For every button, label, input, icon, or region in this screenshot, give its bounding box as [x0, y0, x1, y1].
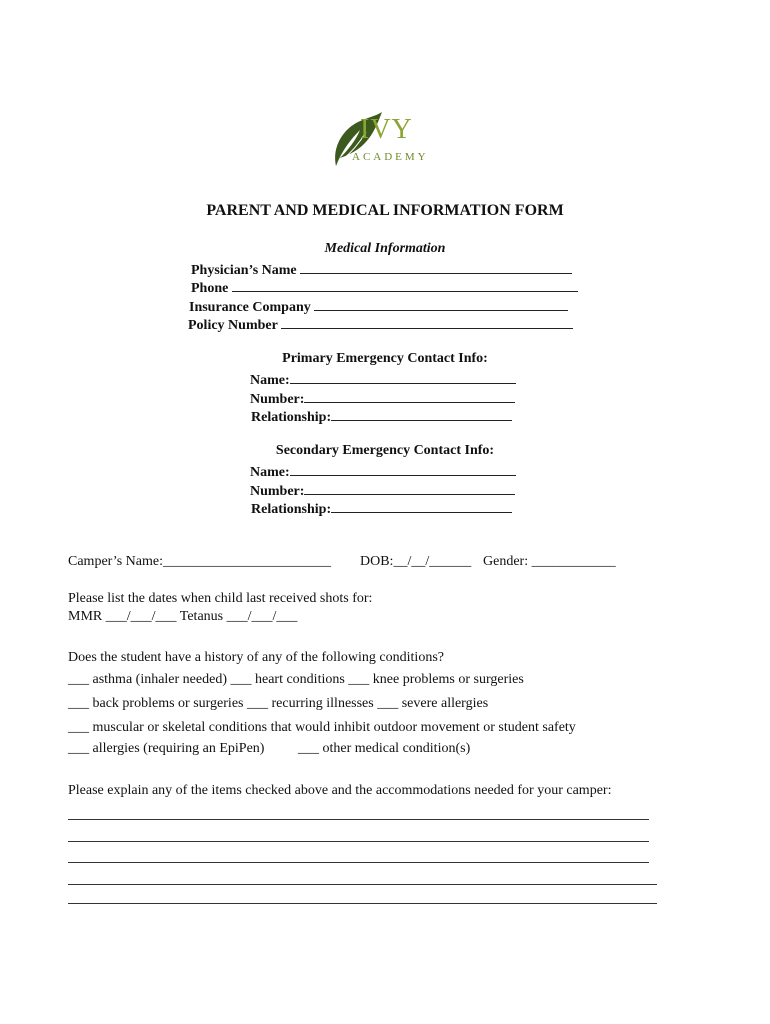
shots-dates-field[interactable]: MMR ___/___/___ Tetanus ___/___/___: [68, 609, 298, 624]
logo-name: IVY: [360, 114, 413, 145]
phone-input[interactable]: [232, 277, 578, 292]
secondary-relationship-input[interactable]: [331, 498, 512, 513]
insurance-input[interactable]: [314, 296, 568, 311]
policy-field[interactable]: [188, 314, 573, 334]
physician-input[interactable]: [300, 259, 572, 274]
secondary-contact-heading: Secondary Emergency Contact Info:: [275, 443, 495, 458]
primary-name-label: Name:: [250, 373, 290, 388]
primary-number-field[interactable]: [250, 388, 515, 408]
phone-field[interactable]: [191, 277, 578, 297]
policy-input[interactable]: [281, 314, 573, 329]
secondary-name-input[interactable]: [290, 461, 516, 476]
logo-subname: ACADEMY: [352, 151, 429, 163]
form-title: PARENT AND MEDICAL INFORMATION FORM: [206, 202, 564, 219]
secondary-number-field[interactable]: [250, 480, 515, 500]
primary-relationship-label: Relationship:: [251, 410, 332, 425]
secondary-name-label: Name:: [250, 465, 290, 480]
primary-contact-heading: Primary Emergency Contact Info:: [282, 351, 488, 366]
primary-number-label: Number:: [250, 392, 305, 407]
primary-name-input[interactable]: [290, 369, 516, 384]
conditions-row-3[interactable]: ___ muscular or skeletal conditions that would inhibit outdoor movement or student safety: [68, 720, 576, 735]
explain-line-4[interactable]: [68, 884, 657, 885]
conditions-row-4-other[interactable]: ___ other medical condition(s): [298, 741, 471, 756]
conditions-row-4-epipen[interactable]: ___ allergies (requiring an EpiPen): [68, 741, 265, 756]
medical-info-heading: Medical Information: [324, 241, 446, 256]
ivy-academy-logo: [330, 108, 440, 170]
physician-label: Physician’s Name: [191, 263, 297, 278]
explain-line-2[interactable]: [68, 841, 649, 842]
insurance-label: Insurance Company: [189, 300, 311, 315]
explain-line-1[interactable]: [68, 819, 649, 820]
dob-field[interactable]: DOB:__/__/______: [360, 554, 472, 569]
secondary-number-label: Number:: [250, 484, 305, 499]
shots-prompt: Please list the dates when child last received shots for:: [68, 591, 373, 606]
secondary-relationship-field[interactable]: [251, 498, 512, 518]
secondary-relationship-label: Relationship:: [251, 502, 332, 517]
explain-line-3[interactable]: [68, 862, 649, 863]
primary-name-field[interactable]: [250, 369, 516, 389]
phone-label: Phone: [191, 281, 229, 296]
primary-relationship-field[interactable]: [251, 406, 512, 426]
secondary-number-input[interactable]: [304, 480, 515, 495]
explain-prompt: Please explain any of the items checked above and the accommodations needed for your camper:: [68, 783, 612, 798]
policy-label: Policy Number: [188, 318, 278, 333]
explain-line-5[interactable]: [68, 903, 657, 904]
gender-field[interactable]: Gender: ____________: [483, 554, 616, 569]
camper-name-field[interactable]: Camper’s Name:________________________: [68, 554, 331, 569]
insurance-field[interactable]: [189, 296, 568, 316]
physician-field[interactable]: [191, 259, 572, 279]
conditions-row-1[interactable]: ___ asthma (inhaler needed) ___ heart conditions ___ knee problems or surgeries: [68, 672, 524, 687]
primary-number-input[interactable]: [304, 388, 515, 403]
conditions-prompt: Does the student have a history of any of the following conditions?: [68, 650, 444, 665]
conditions-row-2[interactable]: ___ back problems or surgeries ___ recurring illnesses ___ severe allergies: [68, 696, 489, 711]
primary-relationship-input[interactable]: [331, 406, 512, 421]
secondary-name-field[interactable]: [250, 461, 516, 481]
